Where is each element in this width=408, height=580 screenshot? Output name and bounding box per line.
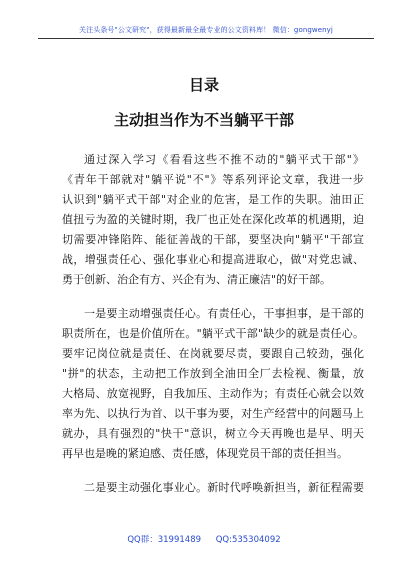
- footer-qq-group: QQ群：31991489: [127, 535, 202, 545]
- body-line: 大格局、放宽视野，自我加压、主动作为；有责任心就会以效: [62, 387, 364, 400]
- body-line: 勇于创新、治企有方、兴企有为、清正廉洁"的好干部。: [62, 273, 332, 286]
- body-line: 《青年干部就对"躺平说"不"》等系列评论文章，我进一步: [62, 173, 364, 186]
- article-title: 主动担当作为不当躺平干部: [113, 111, 294, 129]
- body-line: 就办，具有强烈的"快干"意识，树立今天再晚也是早、明天: [62, 427, 364, 440]
- page-footer: [0, 533, 408, 545]
- footer-qq-number: QQ:535304092: [215, 535, 281, 545]
- page-header-text: 关注头条号"公文研究"，获得最新最全最专业的公文资料库！ 微信：gongwenyj: [79, 26, 333, 34]
- body-line: 一是要主动增强责任心。有责任心，干事担事，是干部的: [84, 307, 364, 320]
- header-divider: [38, 38, 374, 39]
- body-line: 要牢记岗位就是责任、在岗就要尽责，要跟自己较劲，强化: [62, 347, 364, 360]
- body-line: 再早也是晚的紧迫感、责任感，体现党员干部的责任担当。: [62, 447, 348, 460]
- body-line: 职责所在，也是价值所在。"躺平式干部"缺少的就是责任心。: [62, 327, 364, 340]
- body-line: 战，增强责任心、强化事业心和提高进取心，做"对党忠诚、: [62, 253, 364, 266]
- body-line: 认识到"躺平式干部"对企业的危害，是工作的失职。油田正: [62, 193, 364, 206]
- body-line: 通过深入学习《看看这些不推不动的"躺平式干部"》: [84, 153, 364, 166]
- body-line: 值扭亏为盈的关键时期，我厂也正处在深化改革的机遇期，迫: [62, 213, 364, 226]
- body-line: 率为先、以执行为首、以干事为要，对生产经营中的问题马上: [62, 407, 364, 420]
- body-line: 二是要主动强化事业心。新时代呼唤新担当，新征程需要: [84, 481, 364, 494]
- body-line: "拼"的状态，主动把工作放到全油田全厂去检视、衡量，放: [62, 367, 364, 380]
- toc-heading: 目录: [188, 76, 219, 94]
- body-line: 切需要冲锋陷阵、能征善战的干部，要坚决向"躺平"干部宣: [62, 233, 364, 246]
